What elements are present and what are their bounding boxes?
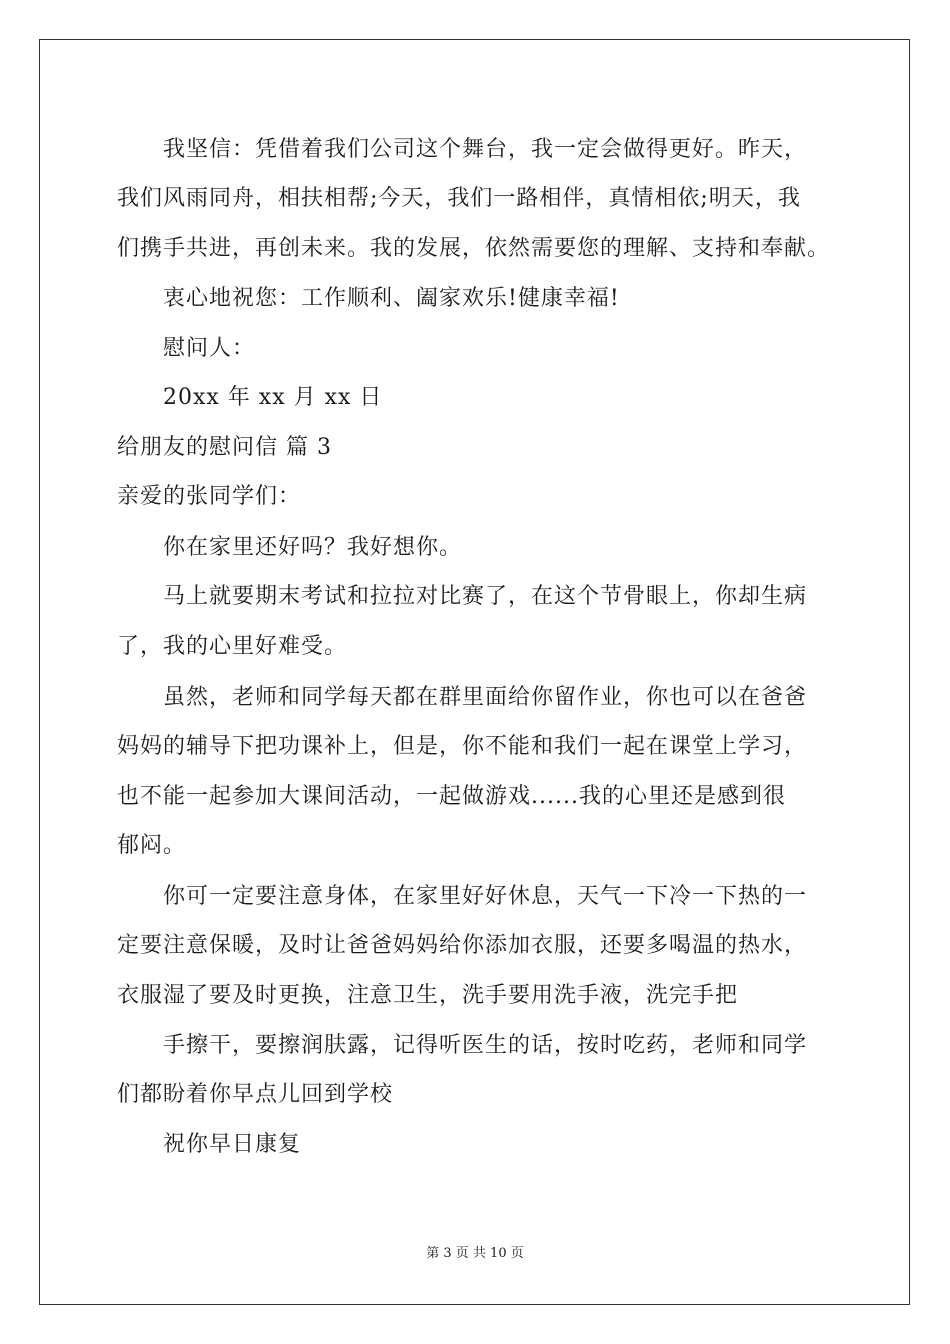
text-line: 我们风雨同舟，相扶相帮;今天，我们一路相伴，真情相依;明天，我 <box>117 186 801 211</box>
text-line: 手擦干，要擦润肤露，记得听医生的话，按时吃药，老师和同学 <box>163 1033 808 1058</box>
text-line: 马上就要期末考试和拉拉对比赛了，在这个节骨眼上，你却生病 <box>163 584 808 609</box>
date-line: 20xx 年 xx 月 xx 日 <box>163 385 383 410</box>
text-line: 你在家里还好吗？我好想你。 <box>163 535 463 560</box>
text-line: 了，我的心里好难受。 <box>117 634 348 659</box>
page-number: 第 3 页 共 10 页 <box>426 1246 524 1261</box>
text-line: 我坚信：凭借着我们公司这个舞台，我一定会做得更好。昨天， <box>163 137 808 162</box>
text-line: 虽然，老师和同学每天都在群里面给你留作业，你也可以在爸爸 <box>163 685 808 710</box>
text-line: 也不能一起参加大课间活动，一起做游戏......我的心里还是感到很 <box>117 784 786 809</box>
text-line: 慰问人： <box>163 336 256 361</box>
text-line: 们都盼着你早点儿回到学校 <box>117 1082 394 1107</box>
page-footer <box>0 1244 950 1264</box>
salutation: 亲爱的张同学们： <box>117 484 302 509</box>
text-line: 们携手共进，再创未来。我的发展，依然需要您的理解、支持和奉献。 <box>117 236 831 261</box>
text-line: 你可一定要注意身体，在家里好好休息，天气一下冷一下热的一 <box>163 884 808 909</box>
section-title: 给朋友的慰问信 篇 3 <box>117 435 332 460</box>
text-line: 定要注意保暖，及时让爸爸妈妈给你添加衣服，还要多喝温的热水， <box>117 933 808 958</box>
text-line: 衣服湿了要及时更换，注意卫生，洗手要用洗手液，洗完手把 <box>117 983 739 1008</box>
text-line: 衷心地祝您：工作顺利、阖家欢乐!健康幸福! <box>163 286 620 311</box>
text-line: 郁闷。 <box>117 833 187 858</box>
closing-line: 祝你早日康复 <box>163 1132 302 1157</box>
page-frame <box>39 39 910 1305</box>
text-line: 妈妈的辅导下把功课补上，但是，你不能和我们一起在课堂上学习， <box>117 734 808 759</box>
